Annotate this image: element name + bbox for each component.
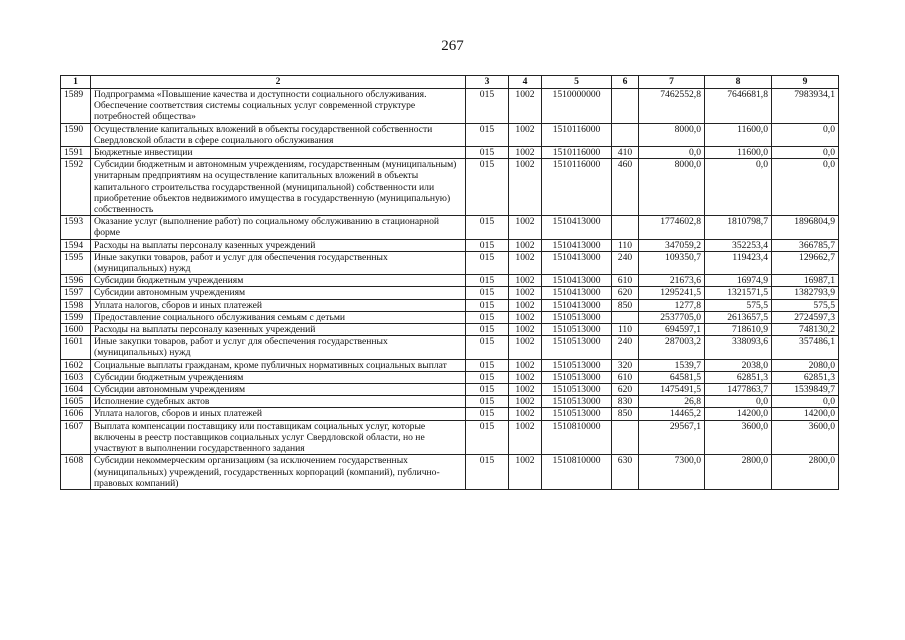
column-header: 6 [612,76,639,89]
amount-year1-cell: 2537705,0 [639,311,705,323]
table-body [61,89,839,490]
target-article-cell: 1510413000 [542,287,612,299]
target-article-cell: 1510413000 [542,216,612,239]
row-number-cell: 1601 [61,336,91,359]
amount-year3-cell: 1382793,9 [772,287,839,299]
ministry-code-cell: 015 [466,251,509,274]
row-number-cell: 1605 [61,396,91,408]
table-header-row [61,76,839,89]
table-row [61,420,839,455]
amount-year1-cell: 1539,7 [639,359,705,371]
target-article-cell: 1510513000 [542,311,612,323]
table-row [61,275,839,287]
row-number-cell: 1608 [61,455,91,490]
column-header: 1 [61,76,91,89]
amount-year2-cell: 352253,4 [705,239,772,251]
table-row [61,336,839,359]
row-number-cell: 1589 [61,89,91,124]
amount-year3-cell: 0,0 [772,396,839,408]
amount-year1-cell: 7300,0 [639,455,705,490]
row-number-cell: 1595 [61,251,91,274]
item-name-cell: Субсидии бюджетным учреждениям [91,371,466,383]
table-row [61,89,839,124]
ministry-code-cell: 015 [466,336,509,359]
amount-year1-cell: 1277,8 [639,299,705,311]
expense-type-cell: 240 [612,251,639,274]
amount-year3-cell: 0,0 [772,159,839,216]
row-number-cell: 1598 [61,299,91,311]
expense-type-cell [612,420,639,455]
row-number-cell: 1603 [61,371,91,383]
expense-type-cell [612,311,639,323]
expense-type-cell [612,216,639,239]
ministry-code-cell: 015 [466,89,509,124]
item-name-cell: Уплата налогов, сборов и иных платежей [91,299,466,311]
amount-year3-cell: 3600,0 [772,420,839,455]
amount-year2-cell: 0,0 [705,159,772,216]
amount-year3-cell: 2724597,3 [772,311,839,323]
expense-type-cell: 110 [612,324,639,336]
target-article-cell: 1510413000 [542,275,612,287]
target-article-cell: 1510810000 [542,420,612,455]
amount-year2-cell: 16974,9 [705,275,772,287]
item-name-cell: Расходы на выплаты персоналу казенных учреждений [91,324,466,336]
section-code-cell: 1002 [509,216,542,239]
item-name-cell: Субсидии бюджетным учреждениям [91,275,466,287]
section-code-cell: 1002 [509,147,542,159]
section-code-cell: 1002 [509,239,542,251]
ministry-code-cell: 015 [466,275,509,287]
target-article-cell: 1510513000 [542,371,612,383]
amount-year1-cell: 8000,0 [639,123,705,146]
table-row [61,216,839,239]
amount-year3-cell: 575,5 [772,299,839,311]
amount-year2-cell: 11600,0 [705,147,772,159]
table-row [61,299,839,311]
target-article-cell: 1510513000 [542,359,612,371]
ministry-code-cell: 015 [466,359,509,371]
item-name-cell: Бюджетные инвестиции [91,147,466,159]
row-number-cell: 1607 [61,420,91,455]
item-name-cell: Уплата налогов, сборов и иных платежей [91,408,466,420]
section-code-cell: 1002 [509,299,542,311]
amount-year1-cell: 1774602,8 [639,216,705,239]
expense-type-cell: 610 [612,275,639,287]
row-number-cell: 1600 [61,324,91,336]
amount-year2-cell: 718610,9 [705,324,772,336]
amount-year1-cell: 1475491,5 [639,384,705,396]
amount-year2-cell: 1321571,5 [705,287,772,299]
section-code-cell: 1002 [509,287,542,299]
budget-table [60,75,839,490]
amount-year3-cell: 14200,0 [772,408,839,420]
amount-year1-cell: 287003,2 [639,336,705,359]
expense-type-cell: 460 [612,159,639,216]
expense-type-cell: 830 [612,396,639,408]
amount-year2-cell: 0,0 [705,396,772,408]
amount-year3-cell: 16987,1 [772,275,839,287]
section-code-cell: 1002 [509,311,542,323]
ministry-code-cell: 015 [466,239,509,251]
table-row [61,396,839,408]
amount-year1-cell: 1295241,5 [639,287,705,299]
amount-year2-cell: 3600,0 [705,420,772,455]
column-header: 2 [91,76,466,89]
amount-year3-cell: 62851,3 [772,371,839,383]
item-name-cell: Субсидии бюджетным и автономным учреждениям, государственным (муниципальным) унитарным предприятиям на осуществление капитальных вложений в объекты капитального строительства государственной (муниципальной) собственности или приобретение объектов недвижимого имущества в государственную (муниципальную) собственность [91,159,466,216]
item-name-cell: Подпрограмма «Повышение качества и доступности социального обслуживания. Обеспечение соответствия системы социальных услуг современной структуре потребностей общества» [91,89,466,124]
row-number-cell: 1596 [61,275,91,287]
amount-year1-cell: 14465,2 [639,408,705,420]
row-number-cell: 1594 [61,239,91,251]
item-name-cell: Оказание услуг (выполнение работ) по социальному обслуживанию в стационарной форме [91,216,466,239]
row-number-cell: 1597 [61,287,91,299]
amount-year3-cell: 748130,2 [772,324,839,336]
expense-type-cell [612,89,639,124]
page-number: 267 [441,38,464,54]
amount-year1-cell: 109350,7 [639,251,705,274]
table-row [61,251,839,274]
amount-year3-cell: 1539849,7 [772,384,839,396]
ministry-code-cell: 015 [466,384,509,396]
item-name-cell: Осуществление капитальных вложений в объекты государственной собственности Свердловской области в сфере социального обслуживания [91,123,466,146]
section-code-cell: 1002 [509,371,542,383]
row-number-cell: 1604 [61,384,91,396]
table-row [61,159,839,216]
amount-year3-cell: 129662,7 [772,251,839,274]
column-header: 3 [466,76,509,89]
item-name-cell: Субсидии некоммерческим организациям (за исключением государственных (муниципальных) учреждений, государственных корпораций (компаний), публично-правовых компаний) [91,455,466,490]
ministry-code-cell: 015 [466,123,509,146]
ministry-code-cell: 015 [466,147,509,159]
section-code-cell: 1002 [509,359,542,371]
expense-type-cell: 620 [612,384,639,396]
target-article-cell: 1510513000 [542,396,612,408]
expense-type-cell: 240 [612,336,639,359]
amount-year1-cell: 8000,0 [639,159,705,216]
expense-type-cell: 410 [612,147,639,159]
ministry-code-cell: 015 [466,455,509,490]
amount-year1-cell: 347059,2 [639,239,705,251]
section-code-cell: 1002 [509,396,542,408]
amount-year2-cell: 119423,4 [705,251,772,274]
column-header: 4 [509,76,542,89]
amount-year3-cell: 0,0 [772,123,839,146]
expense-type-cell: 850 [612,299,639,311]
ministry-code-cell: 015 [466,371,509,383]
expense-type-cell: 850 [612,408,639,420]
expense-type-cell: 620 [612,287,639,299]
expense-type-cell: 610 [612,371,639,383]
item-name-cell: Исполнение судебных актов [91,396,466,408]
section-code-cell: 1002 [509,408,542,420]
expense-type-cell: 630 [612,455,639,490]
amount-year1-cell: 64581,5 [639,371,705,383]
row-number-cell: 1602 [61,359,91,371]
section-code-cell: 1002 [509,275,542,287]
ministry-code-cell: 015 [466,408,509,420]
ministry-code-cell: 015 [466,396,509,408]
target-article-cell: 1510513000 [542,408,612,420]
item-name-cell: Выплата компенсации поставщику или поставщикам социальных услуг, которые включены в реестр поставщиков социальных услуг Свердловской области, но не участвуют в выполнении государственного задания [91,420,466,455]
amount-year2-cell: 2800,0 [705,455,772,490]
target-article-cell: 1510810000 [542,455,612,490]
amount-year2-cell: 62851,3 [705,371,772,383]
table-row [61,359,839,371]
amount-year1-cell: 694597,1 [639,324,705,336]
ministry-code-cell: 015 [466,420,509,455]
section-code-cell: 1002 [509,89,542,124]
item-name-cell: Иные закупки товаров, работ и услуг для обеспечения государственных (муниципальных) нужд [91,251,466,274]
amount-year1-cell: 29567,1 [639,420,705,455]
ministry-code-cell: 015 [466,311,509,323]
expense-type-cell [612,123,639,146]
column-header: 7 [639,76,705,89]
target-article-cell: 1510413000 [542,251,612,274]
row-number-cell: 1593 [61,216,91,239]
amount-year1-cell: 26,8 [639,396,705,408]
table-row [61,455,839,490]
amount-year3-cell: 2800,0 [772,455,839,490]
target-article-cell: 1510116000 [542,147,612,159]
item-name-cell: Социальные выплаты гражданам, кроме публичных нормативных социальных выплат [91,359,466,371]
amount-year2-cell: 14200,0 [705,408,772,420]
section-code-cell: 1002 [509,324,542,336]
section-code-cell: 1002 [509,123,542,146]
item-name-cell: Предоставление социального обслуживания семьям с детьми [91,311,466,323]
amount-year2-cell: 2613657,5 [705,311,772,323]
expense-type-cell: 320 [612,359,639,371]
section-code-cell: 1002 [509,384,542,396]
section-code-cell: 1002 [509,455,542,490]
amount-year3-cell: 0,0 [772,147,839,159]
target-article-cell: 1510413000 [542,239,612,251]
target-article-cell: 1510513000 [542,384,612,396]
row-number-cell: 1599 [61,311,91,323]
amount-year2-cell: 1810798,7 [705,216,772,239]
column-header: 8 [705,76,772,89]
amount-year2-cell: 2038,0 [705,359,772,371]
table-row [61,371,839,383]
item-name-cell: Субсидии автономным учреждениям [91,384,466,396]
column-header: 5 [542,76,612,89]
expense-type-cell: 110 [612,239,639,251]
table-row [61,287,839,299]
target-article-cell: 1510000000 [542,89,612,124]
amount-year2-cell: 7646681,8 [705,89,772,124]
section-code-cell: 1002 [509,336,542,359]
amount-year2-cell: 1477863,7 [705,384,772,396]
amount-year1-cell: 21673,6 [639,275,705,287]
table-row [61,123,839,146]
row-number-cell: 1590 [61,123,91,146]
amount-year3-cell: 366785,7 [772,239,839,251]
amount-year1-cell: 0,0 [639,147,705,159]
ministry-code-cell: 015 [466,159,509,216]
target-article-cell: 1510413000 [542,299,612,311]
target-article-cell: 1510513000 [542,324,612,336]
table-row [61,311,839,323]
row-number-cell: 1591 [61,147,91,159]
amount-year3-cell: 357486,1 [772,336,839,359]
ministry-code-cell: 015 [466,299,509,311]
table-row [61,408,839,420]
table-row [61,147,839,159]
ministry-code-cell: 015 [466,324,509,336]
amount-year3-cell: 1896804,9 [772,216,839,239]
table-row [61,239,839,251]
section-code-cell: 1002 [509,251,542,274]
amount-year1-cell: 7462552,8 [639,89,705,124]
section-code-cell: 1002 [509,420,542,455]
item-name-cell: Субсидии автономным учреждениям [91,287,466,299]
item-name-cell: Иные закупки товаров, работ и услуг для обеспечения государственных (муниципальных) нужд [91,336,466,359]
amount-year2-cell: 11600,0 [705,123,772,146]
section-code-cell: 1002 [509,159,542,216]
amount-year2-cell: 575,5 [705,299,772,311]
amount-year2-cell: 338093,6 [705,336,772,359]
column-header: 9 [772,76,839,89]
amount-year3-cell: 2080,0 [772,359,839,371]
ministry-code-cell: 015 [466,287,509,299]
row-number-cell: 1592 [61,159,91,216]
target-article-cell: 1510513000 [542,336,612,359]
target-article-cell: 1510116000 [542,123,612,146]
ministry-code-cell: 015 [466,216,509,239]
target-article-cell: 1510116000 [542,159,612,216]
row-number-cell: 1606 [61,408,91,420]
item-name-cell: Расходы на выплаты персоналу казенных учреждений [91,239,466,251]
table-row [61,384,839,396]
table-row [61,324,839,336]
amount-year3-cell: 7983934,1 [772,89,839,124]
